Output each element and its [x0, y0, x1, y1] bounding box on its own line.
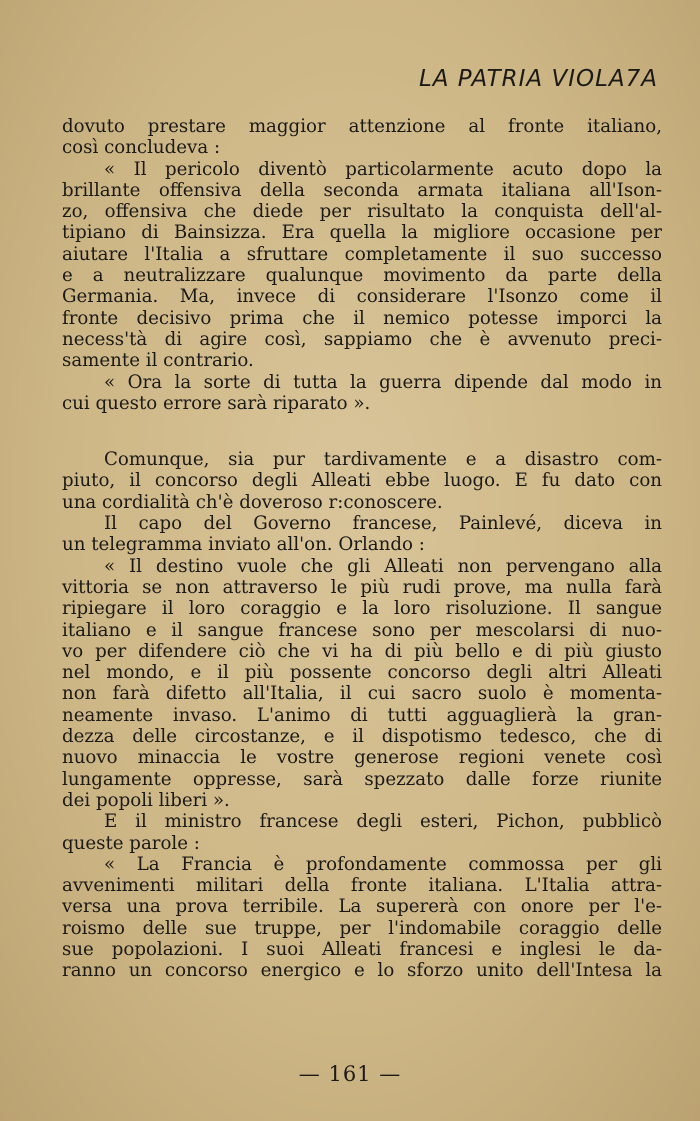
text-line: sue popolazioni. I suoi Alleati francesi e inglesi le da-	[62, 938, 662, 960]
text-line: e a neutralizzare qualunque movimento da parte della	[62, 265, 662, 287]
page-number: — 161 —	[298, 1062, 402, 1086]
text-line: « Il pericolo diventò particolarmente acuto dopo la	[104, 158, 662, 180]
text-line: « Il destino vuole che gli Alleati non pervengano alla	[104, 555, 662, 577]
text-line: Il capo del Governo francese, Painlevé, diceva in	[104, 513, 662, 535]
text-line: ripiegare il loro coraggio e la loro risoluzione. Il sangue	[62, 598, 662, 620]
text-line: dezza delle circostanze, e il dispotismo tedesco, che di	[62, 726, 662, 748]
text-line: Comunque, sia pur tardivamente e a disastro com-	[104, 449, 662, 471]
text-line: fronte decisivo prima che il nemico potesse imporci la	[62, 307, 662, 329]
text-line: dovuto prestare maggior attenzione al fronte italiano,	[62, 116, 662, 137]
text-line: nel mondo, e il più possente concorso degli altri Alleati	[62, 662, 662, 684]
text-line: brillante offensiva della seconda armata italiana all'Ison-	[62, 179, 662, 201]
text-line: necess'tà di agire così, sappiamo che è avvenuto preci-	[62, 328, 662, 350]
text-line: una cordialità ch'è doveroso r:conoscere.	[62, 491, 443, 513]
text-line: « Ora la sorte di tutta la guerra dipende dal modo in	[104, 371, 662, 393]
text-line: avvenimenti militari della fronte italiana. L'Italia attra-	[62, 875, 662, 897]
text-line: ranno un concorso energico e lo sforzo unito dell'Intesa la	[62, 960, 662, 982]
body-text	[62, 116, 662, 982]
text-line: E il ministro francese degli esteri, Pichon, pubblicò	[104, 811, 662, 833]
text-line: Germania. Ma, invece di considerare l'Isonzo come il	[62, 286, 662, 308]
text-line: samente il contrario.	[62, 350, 254, 372]
text-line: vittoria se non attraverso le più rudi prove, ma nulla farà	[62, 576, 662, 598]
text-line: italiano e il sangue francese sono per mescolarsi di nuo-	[62, 619, 662, 641]
text-line: così concludeva :	[62, 137, 221, 159]
text-line: aiutare l'Italia a sfruttare completamente il suo successo	[62, 243, 662, 265]
text-line: roismo delle sue truppe, per l'indomabile coraggio delle	[62, 917, 662, 939]
text-line: nuovo minaccia le vostre generose regioni venete così	[62, 747, 662, 769]
text-line: zo, offensiva che diede per risultato la conquista dell'al-	[62, 201, 662, 223]
text-line: cui questo errore sarà riparato ».	[62, 392, 371, 414]
text-line: queste parole :	[62, 832, 200, 854]
running-head: LA PATRIA VIOLA7A	[418, 66, 658, 92]
text-line: vo per difendere ciò che vi ha di più bello e di più giusto	[62, 640, 662, 662]
text-line: tipiano di Bainsizza. Era quella la migliore occasione per	[62, 222, 662, 244]
text-line: piuto, il concorso degli Alleati ebbe luogo. E fu dato con	[62, 470, 662, 492]
text-line: versa una prova terribile. La supererà con onore per l'e-	[62, 896, 662, 918]
text-line: lungamente oppresse, sarà spezzato dalle forze riunite	[62, 768, 662, 790]
text-line: « La Francia è profondamente commossa per gli	[104, 853, 662, 875]
paragraph-gap	[62, 414, 662, 449]
text-line: dei popoli liberi ».	[62, 789, 230, 811]
text-line: non farà difetto all'Italia, il cui sacro suolo è momenta-	[62, 683, 662, 705]
text-line: neamente invaso. L'animo di tutti agguaglierà la gran-	[62, 704, 662, 726]
text-line: un telegramma inviato all'on. Orlando :	[62, 534, 425, 556]
